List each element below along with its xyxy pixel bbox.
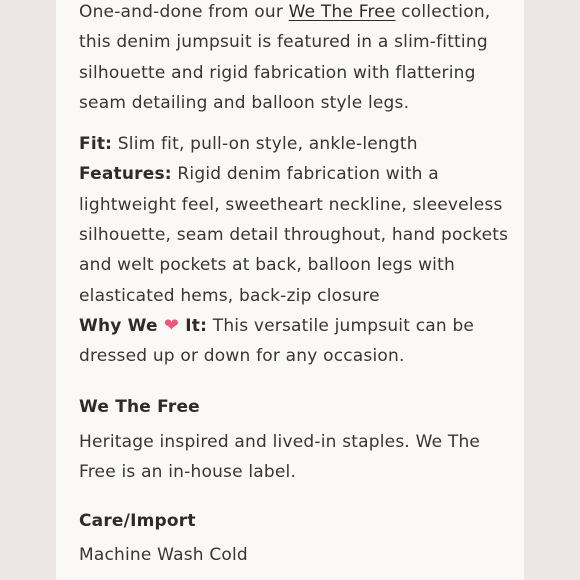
product-details	[79, 0, 509, 570]
collection-link[interactable]: We The Free	[288, 2, 396, 22]
why-label-start: Why We	[79, 315, 164, 336]
fit-label: Fit:	[79, 134, 113, 155]
care-section-heading: Care/Import	[79, 511, 196, 532]
fit-line	[79, 129, 509, 159]
brand-section-heading: We The Free	[79, 396, 200, 417]
why-label	[79, 316, 207, 336]
intro-text-end: collection, this denim jumpsuit is featured in a slim-fitting silhouette and rigid fabrication with flattering seam detailing and balloon style legs.	[79, 2, 491, 113]
heart-icon: ❤	[163, 314, 180, 336]
why-we-love-it-paragraph	[79, 311, 509, 372]
brand-section-body: Heritage inspired and lived-in staples. We The Free is an in-house label.	[79, 431, 481, 482]
fit-text: Slim fit, pull-on style, ankle-length	[112, 134, 418, 155]
why-label-end: It:	[179, 315, 208, 336]
intro-paragraph	[79, 0, 509, 118]
why-text: This versatile jumpsuit can be dressed up or down for any occasion.	[79, 315, 475, 367]
features-paragraph	[79, 159, 509, 310]
features-label: Features:	[79, 164, 172, 185]
care-section-body: Machine Wash Cold	[79, 545, 248, 566]
intro-text-start: One-and-done from our	[79, 2, 289, 22]
features-text: Rigid denim fabrication with a lightweight feel, sweetheart neckline, sleeveless silhouette, seam detail throughout, hand pockets and welt pockets at back, balloon legs with elasticated hems, back-zip closure	[79, 164, 509, 306]
